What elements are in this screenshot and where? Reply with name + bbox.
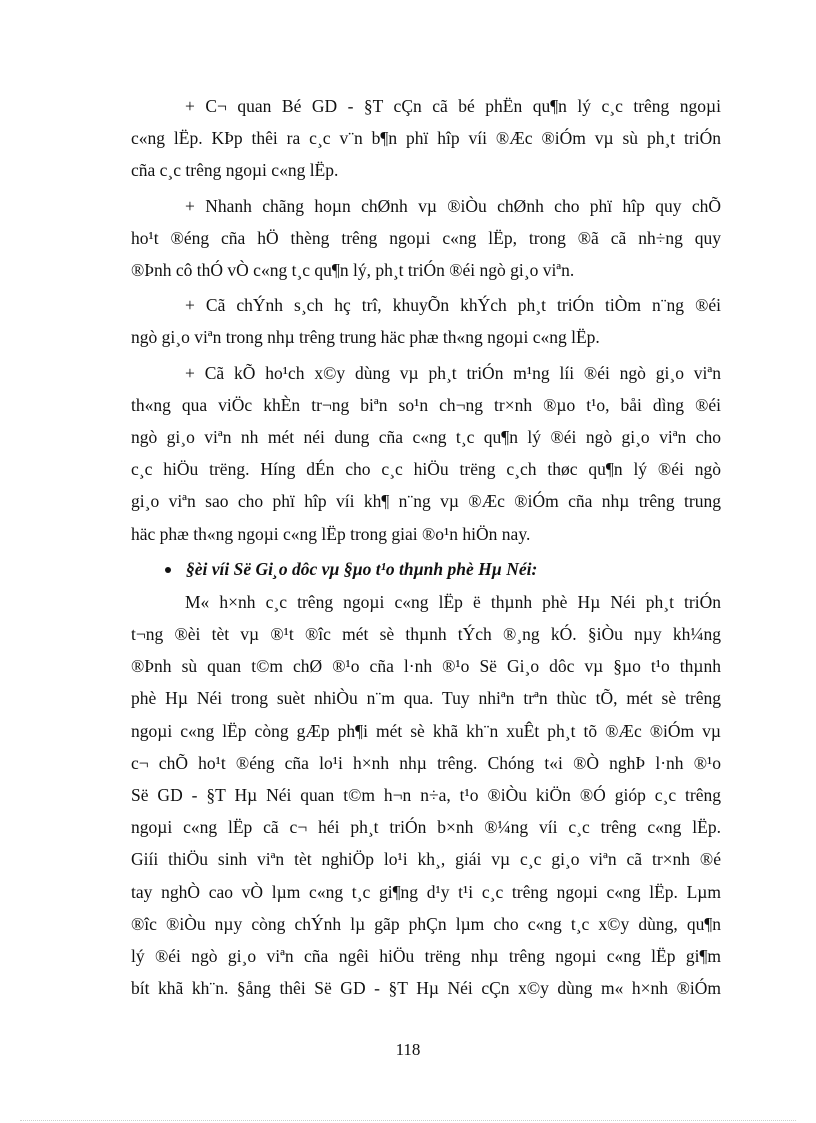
text-line: cña c¸c trêng ngoµi c«ng lËp.: [131, 160, 339, 181]
text-line: ngoµi c«ng lËp còng gÆp ph¶i mét sè khã kh¨n xuÊt ph¸t tõ ®Æc ®iÓm vµ: [131, 720, 721, 741]
paragraph: [131, 190, 721, 287]
text-line: c¸c hiÖu trëng. Híng dÉn cho c¸c hiÖu trëng c¸ch thøc qu¶n lý ®éi ngò: [131, 459, 721, 480]
text-line: + C¬ quan Bé GD - §T cÇn cã bé phËn qu¶n lý c¸c trêng ngoµi: [185, 96, 721, 116]
paragraph: [131, 289, 721, 353]
text-line: ngò gi¸o viªn trong nhµ trêng trung häc phæ th«ng ngoµi c«ng lËp.: [131, 327, 600, 348]
bullet-heading: §èi víi Së Gi¸o dôc vµ §µo t¹o thµnh phè Hµ Néi:: [186, 558, 538, 579]
text-line: lý ®éi ngò gi¸o viªn cña ngêi hiÖu trëng nhµ trêng ngoµi c«ng lËp gi¶m: [131, 946, 721, 967]
paragraph: [131, 357, 721, 550]
text-line: Giíi thiÖu sinh viªn tèt nghiÖp lo¹i kh¸, giái vµ c¸c gi¸o viªn cã tr×nh ®é: [131, 849, 721, 870]
text-line: ®îc ®iÒu nµy còng chÝnh lµ gãp phÇn lµm cho c«ng t¸c x©y dùng, qu¶n: [131, 913, 721, 934]
text-line: Së GD - §T Hµ Néi quan t©m h¬n n÷a, t¹o ®iÒu kiÖn ®Ó gióp c¸c trêng: [131, 785, 721, 806]
text-line: + Nhanh chãng hoµn chØnh vµ ®iÒu chØnh cho phï hîp quy chÕ: [185, 195, 721, 216]
text-line: c«ng lËp. KÞp thêi ra c¸c v¨n b¶n phï hîp víi ®Æc ®iÓm vµ sù ph¸t triÓn: [131, 128, 721, 149]
text-line: bít khã kh¨n. §ång thêi Së GD - §T Hµ Néi cÇn x©y dùng m« h×nh ®iÓm: [131, 978, 721, 999]
text-line: + Cã kÕ ho¹ch x©y dùng vµ ph¸t triÓn m¹ng líi ®éi ngò gi¸o viªn: [185, 362, 721, 383]
text-line: c¬ chÕ ho¹t ®éng cña lo¹i h×nh nhµ trêng. Chóng t«i ®Ò nghÞ l·nh ®¹o: [131, 752, 721, 773]
text-line: + Cã chÝnh s¸ch hç trî, khuyÕn khÝch ph¸t triÓn tiÒm n¨ng ®éi: [185, 295, 721, 316]
page-number: 118: [395, 1040, 421, 1059]
footer-divider: [20, 1120, 796, 1121]
text-line: tay nghÒ cao vÒ lµm c«ng t¸c gi¶ng d¹y t¹i c¸c trêng ngoµi c«ng lËp. Lµm: [131, 881, 721, 902]
bullet-icon: [165, 567, 171, 573]
text-line: häc phæ th«ng ngoµi c«ng lËp trong giai ®o¹n hiÖn nay.: [131, 523, 531, 544]
paragraph: [131, 90, 721, 187]
text-line: ho¹t ®éng cña hÖ thèng trêng ngoµi c«ng lËp, trong ®ã cã nh÷ng quy: [131, 227, 721, 248]
text-line: M« h×nh c¸c trêng ngoµi c«ng lËp ë thµnh phè Hµ Néi ph¸t triÓn: [185, 591, 721, 612]
document-body: [131, 90, 721, 1004]
text-line: ngoµi c«ng lËp cã c¬ héi ph¸t triÓn b×nh ®¼ng víi c¸c trêng c«ng lËp.: [131, 817, 721, 838]
paragraph: [131, 586, 721, 1005]
text-line: ®Þnh sù quan t©m chØ ®¹o cña l·nh ®¹o Së Gi¸o dôc vµ §µo t¹o thµnh: [131, 656, 721, 677]
text-line: ®Þnh cô thÓ vÒ c«ng t¸c qu¶n lý, ph¸t triÓn ®éi ngò gi¸o viªn.: [131, 260, 575, 281]
text-line: th«ng qua viÖc khÈn tr¬ng biªn so¹n ch¬ng tr×nh ®µo t¹o, båi dìng ®éi: [131, 394, 721, 415]
bullet-item: [131, 553, 721, 586]
text-line: ngò gi¸o viªn nh mét néi dung cña c«ng t¸c qu¶n lý ®éi ngò gi¸o viªn cho: [131, 427, 721, 448]
text-line: phè Hµ Néi trong suèt nhiÒu n¨m qua. Tuy nhiªn trªn thùc tÕ, mét sè trêng: [131, 688, 721, 709]
text-line: gi¸o viªn sao cho phï hîp víi kh¶ n¨ng vµ ®Æc ®iÓm cña nhµ trêng trung: [131, 491, 721, 512]
text-line: t¬ng ®èi tèt vµ ®¹t ®îc mét sè thµnh tÝch ®¸ng kÓ. §iÒu nµy kh¼ng: [131, 624, 721, 645]
